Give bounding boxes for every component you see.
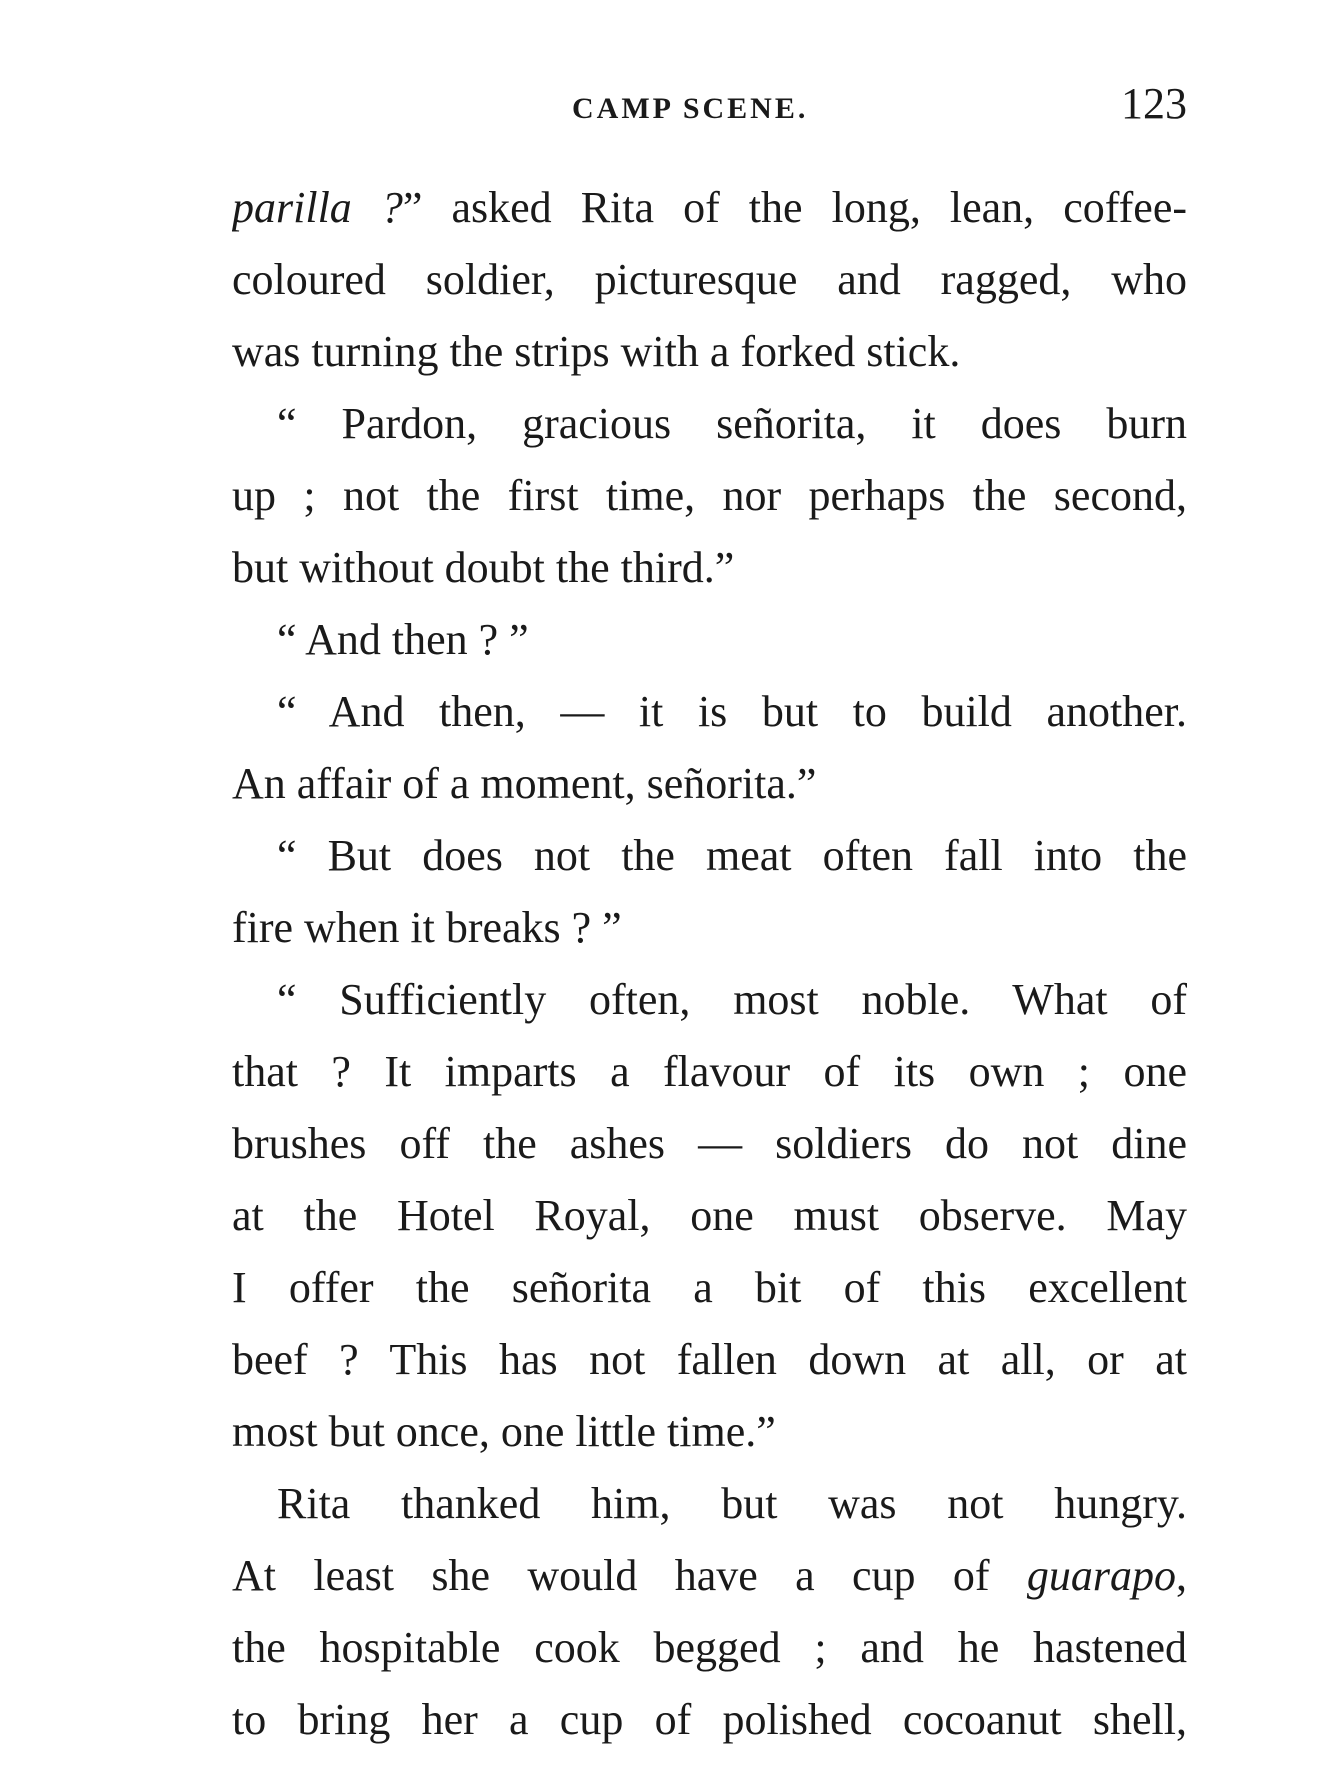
text-line: most but once, one little time.” — [232, 1407, 776, 1456]
text-line: “ And then ? ” — [277, 615, 529, 664]
text-line: fire when it breaks ? ” — [232, 903, 622, 952]
italic-word: parilla ? — [232, 183, 403, 232]
text-line: the hospitable cook begged ; and he hastened — [232, 1623, 1187, 1672]
text-line: “ But does not the meat often fall into the — [277, 831, 1187, 880]
line-text: , — [1176, 1551, 1187, 1600]
italic-word: guarapo — [1026, 1551, 1176, 1600]
text-line: “ And then, — it is but to build another. — [277, 687, 1187, 736]
text-line: I offer the señorita a bit of this excellent — [232, 1263, 1187, 1312]
text-line: Rita thanked him, but was not hungry. — [277, 1479, 1187, 1528]
text-line: An affair of a moment, señorita.” — [232, 759, 817, 808]
text-line: coloured soldier, picturesque and ragged, who — [232, 255, 1187, 304]
text-line: up ; not the first time, nor perhaps the second, — [232, 471, 1187, 520]
line-text: At least she would have a cup of — [232, 1551, 1027, 1600]
text-line: “ Pardon, gracious señorita, it does burn — [277, 399, 1187, 448]
text-line: beef ? This has not fallen down at all, or at — [232, 1335, 1187, 1384]
page-number: 123 — [1121, 79, 1187, 128]
text-line: but without doubt the third.” — [232, 543, 735, 592]
text-line: “ Sufficiently often, most noble. What of — [277, 975, 1187, 1024]
text-line: was turning the strips with a forked stick. — [232, 327, 961, 376]
text-line: brushes off the ashes — soldiers do not dine — [232, 1119, 1187, 1168]
text-line — [232, 1540, 1187, 1612]
text-line: to bring her a cup of polished cocoanut shell, — [232, 1695, 1187, 1744]
text-line: that ? It imparts a flavour of its own ; one — [232, 1047, 1187, 1096]
page-header — [232, 78, 1187, 138]
line-text: ” asked Rita of the long, lean, coffee- — [402, 183, 1187, 232]
text-line — [232, 172, 1187, 244]
body-text — [232, 172, 1187, 1756]
text-line: at the Hotel Royal, one must observe. May — [232, 1191, 1187, 1240]
running-title: CAMP SCENE. — [572, 92, 809, 125]
